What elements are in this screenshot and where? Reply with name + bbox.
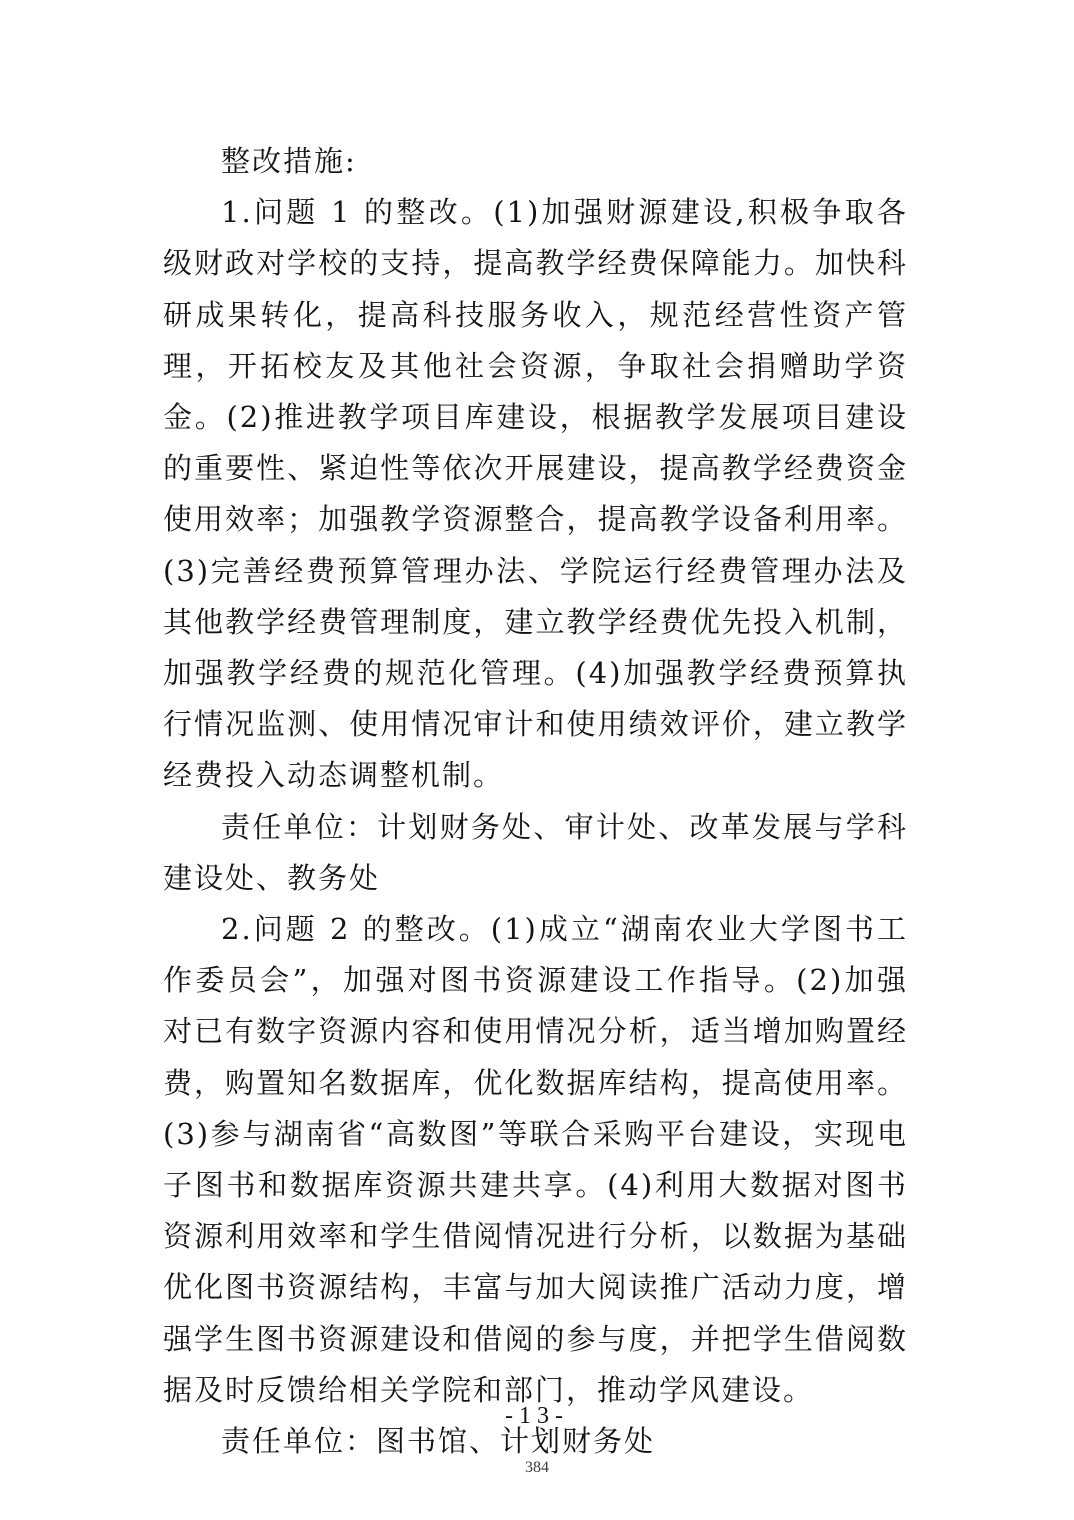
- document-body: [163, 136, 908, 1467]
- heading-rectification-measures: 整改措施:: [221, 144, 357, 178]
- scan-page-number: 384: [525, 1459, 549, 1476]
- responsible-units-issue-1: 责任单位：计划财务处、审计处、改革发展与学科建设处、教务处: [163, 809, 908, 895]
- page-number: -13-: [505, 1403, 569, 1429]
- paragraph-issue-1: 1.问题 1 的整改。(1)加强财源建设,积极争取各级财政对学校的支持，提高教学经费保障能力。加快科研成果转化，提高科技服务收入，规范经营性资产管理，开拓校友及其他社会资源，争取社会捐赠助学资金。(2)推进教学项目库建设，根据教学发展项目建设的重要性、紧迫性等依次开展建设，提高教学经费资金使用效率；加强教学资源整合，提高教学设备利用率。(3)完善经费预算管理办法、学院运行经费管理办法及其他教学经费管理制度，建立教学经费优先投入机制，加强教学经费的规范化管理。(4)加强教学经费预算执行情况监测、使用情况审计和使用绩效评价，建立教学经费投入动态调整机制。: [163, 195, 908, 793]
- responsible-units-issue-2: 责任单位：图书馆、计划财务处: [221, 1424, 656, 1459]
- paragraph-issue-2: 2.问题 2 的整改。(1)成立“湖南农业大学图书工作委员会”，加强对图书资源建设工作指导。(2)加强对已有数字资源内容和使用情况分析，适当增加购置经费，购置知名数据库，优化数据库结构，提高使用率。(3)参与湖南省“高数图”等联合采购平台建设，实现电子图书和数据库资源共建共享。(4)利用大数据对图书资源利用效率和学生借阅情况进行分析，以数据为基础优化图书资源结构，丰富与加大阅读推广活动力度，增强学生图书资源建设和借阅的参与度，并把学生借阅数据及时反馈给相关学院和部门，推动学风建设。: [163, 912, 908, 1407]
